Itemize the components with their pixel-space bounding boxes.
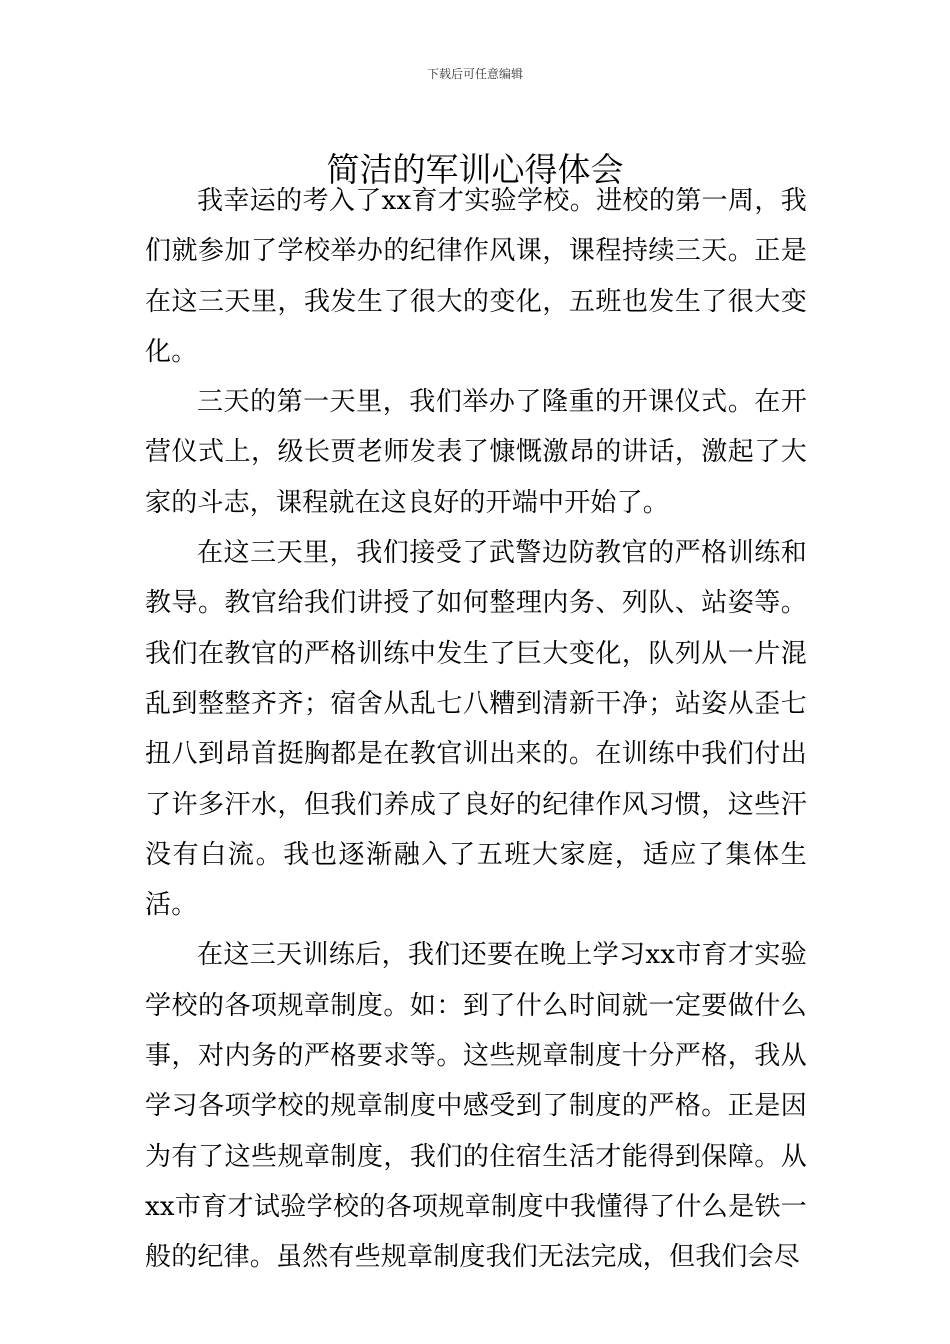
header-note: 下载后可任意编辑: [426, 67, 523, 81]
document-body: [145, 176, 807, 1283]
paragraph: 我幸运的考入了xx育才实验学校。进校的第一周，我们就参加了学校举办的纪律作风课，课程持续三天。正是在这三天里，我发生了很大的变化，五班也发生了很大变化。: [145, 186, 807, 367]
paragraph: 在这三天训练后，我们还要在晚上学习xx市育才实验学校的各项规章制度。如：到了什么时间就一定要做什么事，对内务的严格要求等。这些规章制度十分严格，我从学习各项学校的规章制度中感受到了制度的严格。正是因为有了这些规章制度，我们的住宿生活才能得到保障。从xx市育才试验学校的各项规章制度中我懂得了什么是铁一般的纪律。虽然有些规章制度我们无法完成，但我们会尽: [145, 940, 807, 1273]
document-title: 简洁的军训心得体会: [326, 150, 624, 190]
paragraph: 在这三天里，我们接受了武警边防教官的严格训练和教导。教官给我们讲授了如何整理内务、列队、站姿等。我们在教官的严格训练中发生了巨大变化，队列从一片混乱到整整齐齐；宿舍从乱七八糟到清新干净；站姿从歪七扭八到昂首挺胸都是在教官训出来的。在训练中我们付出了许多汗水，但我们养成了良好的纪律作风习惯，这些汗没有白流。我也逐渐融入了五班大家庭，适应了集体生活。: [145, 538, 807, 921]
paragraph: 三天的第一天里，我们举办了隆重的开课仪式。在开营仪式上，级长贾老师发表了慷慨激昂的讲话，激起了大家的斗志，课程就在这良好的开端中开始了。: [145, 387, 807, 518]
